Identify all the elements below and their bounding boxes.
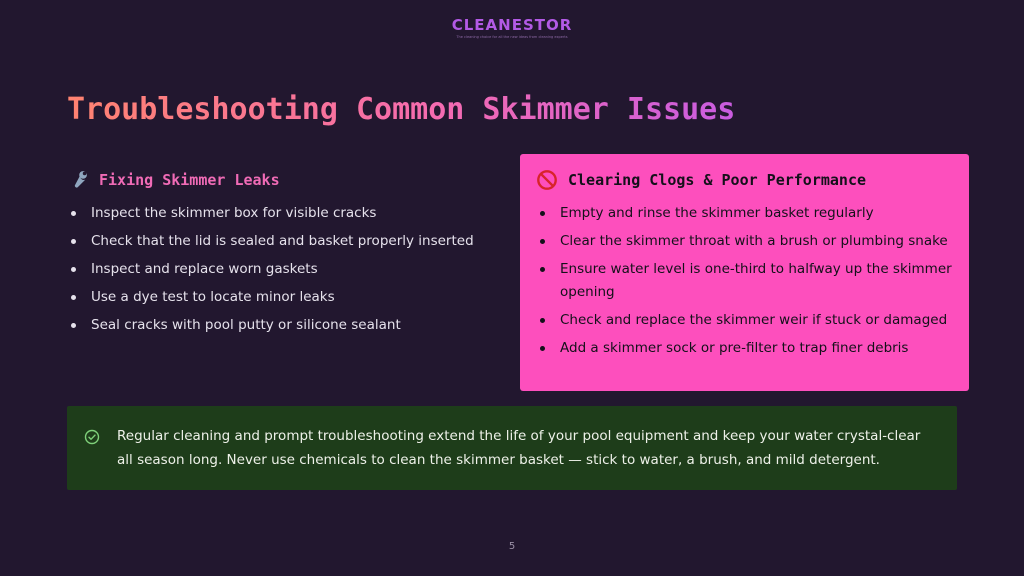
list-item: Inspect the skimmer box for visible cracks [67,202,497,225]
brand-name: CLEANESTOR [451,16,573,34]
list-item: Check that the lid is sealed and basket properly inserted [67,230,497,253]
list-item: Check and replace the skimmer weir if stuck or damaged [536,309,955,332]
clogs-card [520,154,969,391]
leaks-heading [67,166,497,194]
brand-logo [0,16,1024,40]
list-item: Seal cracks with pool putty or silicone sealant [67,314,497,337]
page-number: 5 [508,541,516,552]
clogs-heading-label: Clearing Clogs & Poor Performance [568,171,867,189]
leaks-heading-label: Fixing Skimmer Leaks [99,171,280,189]
check-circle-icon [84,429,100,453]
leaks-list [67,202,497,337]
list-item: Add a skimmer sock or pre-filter to trap finer debris [536,337,955,360]
note-text: Regular cleaning and prompt troubleshooting extend the life of your pool equipment and keep your water crystal-clear all season long. Never use chemicals to clean the skimmer basket — stick to water, a brush, and mild detergent. [117,428,921,468]
page-title: Troubleshooting Common Skimmer Issues [67,88,735,132]
brand-tagline: The cleaning choice for all the new ideas from cleaning experts [456,35,568,39]
list-item: Ensure water level is one-third to halfway up the skimmer opening [536,258,955,304]
summary-note [67,406,957,490]
prohibited-icon [536,169,558,191]
list-item: Empty and rinse the skimmer basket regularly [536,202,955,225]
list-item: Inspect and replace worn gaskets [67,258,497,281]
clogs-heading [536,166,955,194]
leaks-section [67,166,497,342]
wrench-icon [67,169,89,191]
list-item: Clear the skimmer throat with a brush or plumbing snake [536,230,955,253]
clogs-list [536,202,955,360]
list-item: Use a dye test to locate minor leaks [67,286,497,309]
